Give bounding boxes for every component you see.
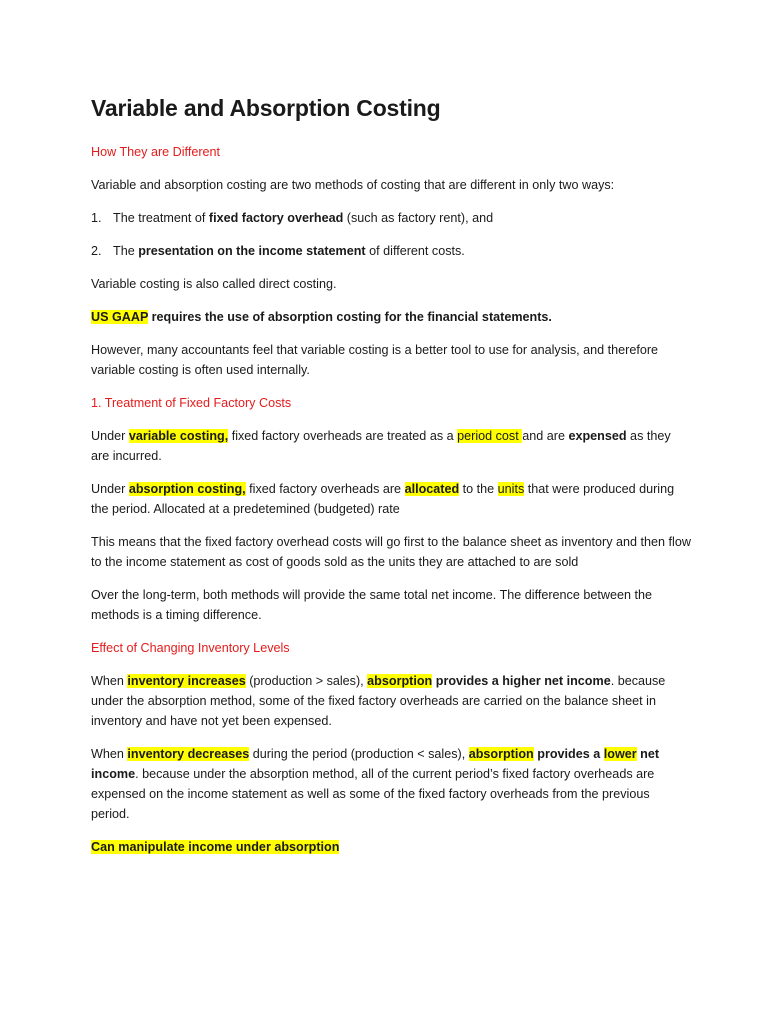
inventory-decreases-paragraph: When inventory decreases during the period (production < sales), absorption provides a lower net income. because under the absorption method, all of the current period’s fixed factory overheads are expensed on the income statement as well as some of the fixed factory overheads from the previous period.: [91, 747, 660, 821]
highlight-us-gaap: US GAAP: [91, 310, 149, 324]
highlight-absorption-costing: absorption costing,: [128, 482, 246, 496]
section-heading-treatment: 1. Treatment of Fixed Factory Costs: [91, 396, 292, 410]
list-text: (such as factory rent), and: [343, 211, 494, 225]
intro-paragraph: Variable and absorption costing are two methods of costing that are different in only two ways:: [91, 178, 615, 192]
section-heading-how-different: How They are Different: [91, 145, 221, 159]
list-text: The treatment of: [113, 211, 209, 225]
highlight-absorption: absorption: [468, 747, 534, 761]
list-item: [91, 241, 691, 261]
absorption-costing-paragraph: Under absorption costing, fixed factory overheads are allocated to the units that were produced during the period. Allocated at a predetemined (budgeted) rate: [91, 482, 675, 516]
manipulate-income-paragraph: [91, 837, 691, 857]
list-number: 2.: [91, 244, 102, 258]
highlight-period-cost: period cost: [457, 429, 523, 443]
variable-costing-paragraph: Under variable costing, fixed factory overheads are treated as a period cost and are expensed as they are incurred.: [91, 429, 671, 463]
analysis-paragraph: However, many accountants feel that variable costing is a better tool to use for analysis, and therefore variable costing is often used internally.: [91, 343, 659, 377]
highlight-inventory-increases: inventory increases: [127, 674, 246, 688]
bold-provides-a: provides a: [533, 747, 604, 761]
highlight-inventory-decreases: inventory decreases: [127, 747, 250, 761]
page-title: Variable and Absorption Costing: [91, 95, 441, 121]
bold-expensed: expensed: [568, 429, 627, 443]
long-term-paragraph: Over the long-term, both methods will provide the same total net income. The difference between the methods is a timing difference.: [91, 588, 652, 622]
bold-higher-net-income: provides a higher net income: [432, 674, 611, 688]
document-body: [91, 92, 691, 870]
differences-list: [91, 208, 691, 261]
list-item: [91, 208, 691, 228]
list-number: 1.: [91, 211, 102, 225]
section-heading-inventory-levels: Effect of Changing Inventory Levels: [91, 641, 290, 655]
inventory-increases-paragraph: When inventory increases (production > sales), absorption provides a higher net income. because under the absorption method, some of the fixed factory overheads are carried on the balance sheet in inventory and have not yet been expensed.: [91, 674, 666, 728]
highlight-variable-costing: variable costing,: [128, 429, 229, 443]
highlight-allocated: allocated: [404, 482, 460, 496]
gaap-text: requires the use of absorption costing for the financial statements.: [148, 310, 552, 324]
highlight-absorption: absorption: [367, 674, 433, 688]
highlight-manipulate-income: Can manipulate income under absorption: [91, 840, 340, 854]
bold-net-income: net income: [91, 747, 660, 781]
direct-costing-paragraph: Variable costing is also called direct costing.: [91, 277, 337, 291]
highlight-lower: lower: [603, 747, 637, 761]
highlight-units: units: [497, 482, 525, 496]
list-bold-text: fixed factory overhead: [208, 211, 344, 225]
list-bold-text: presentation on the income statement: [138, 244, 366, 258]
balance-sheet-paragraph: This means that the fixed factory overhead costs will go first to the balance sheet as inventory and then flow to the income statement as cost of goods sold as the units they are attached to are sold: [91, 535, 691, 569]
list-text: The: [113, 244, 139, 258]
list-text: of different costs.: [365, 244, 465, 258]
gaap-paragraph: [91, 307, 691, 327]
